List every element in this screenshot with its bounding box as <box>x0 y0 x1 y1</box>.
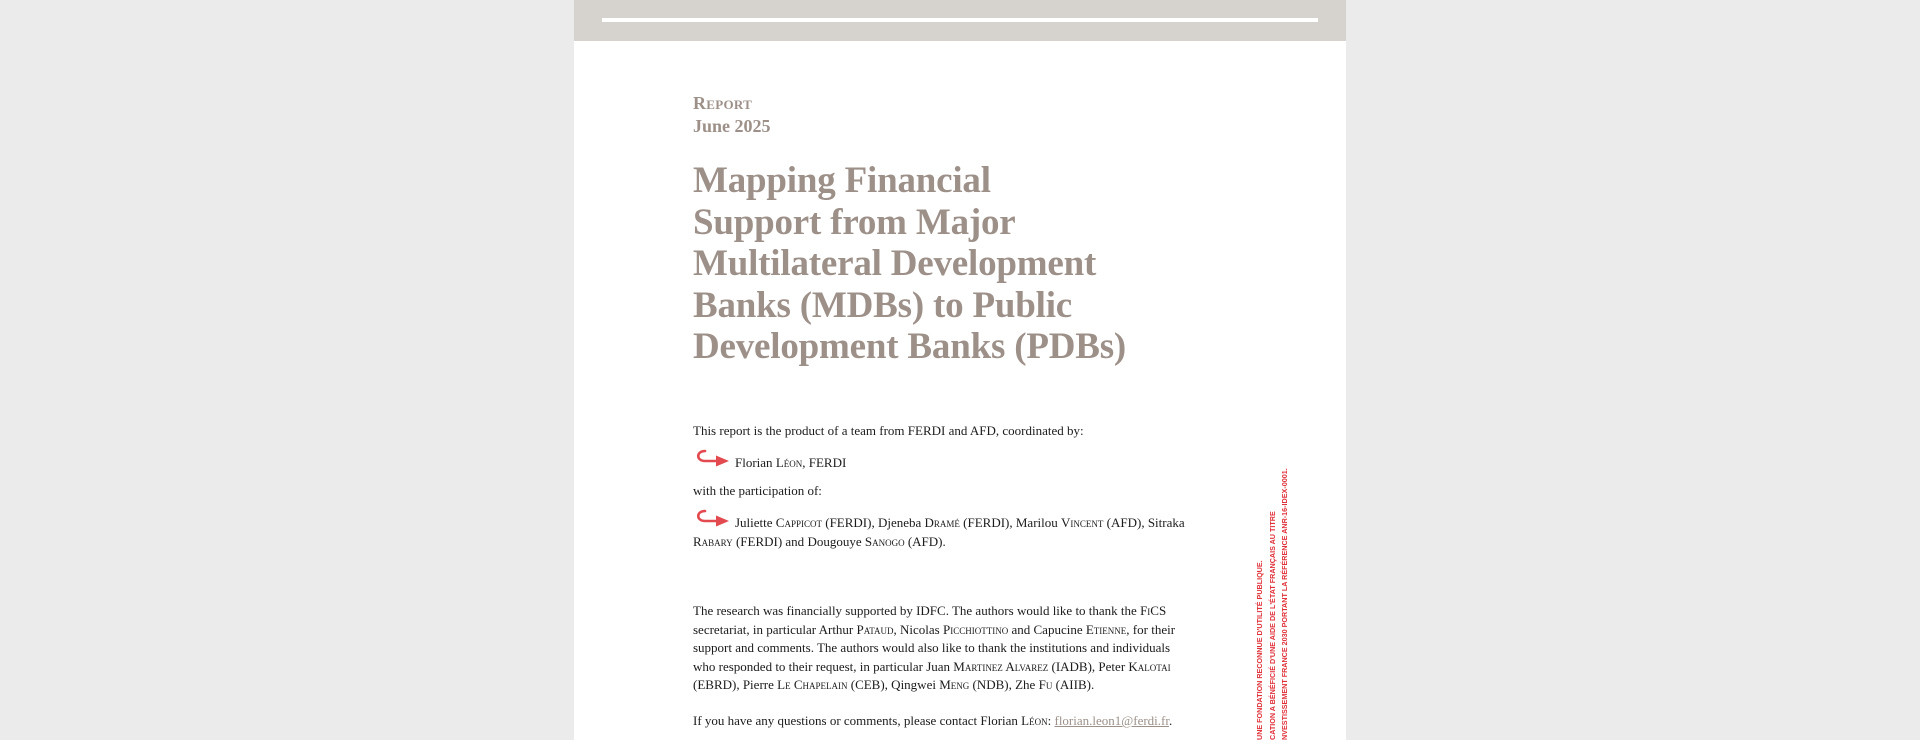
title-line: Mapping Financial <box>693 160 991 201</box>
participant-last-name: Sanogo <box>864 533 905 549</box>
page-header-band <box>574 0 1346 41</box>
ack-text: (IADB), Peter <box>1048 658 1129 674</box>
ack-name: Pataud <box>856 621 894 637</box>
participant-org: (FERDI) and <box>732 533 808 549</box>
ack-name: Kalotai <box>1128 658 1171 674</box>
ack-text: The research was financially supported by IDFC. The authors would like to thank the <box>693 603 1141 618</box>
ack-text: (CEB), Qingwei <box>847 677 940 692</box>
ack-text: (EBRD), Pierre <box>693 677 778 692</box>
team-intro: This report is the product of a team from FERDI and AFD, coordinated by: <box>693 423 1084 438</box>
participant-first-name: Marilou <box>1015 515 1062 530</box>
ack-text: , for their support and comments. The authors would also like to thank the institutions and individuals who responded to their request, in particular Juan <box>693 621 1176 674</box>
ack-text: (NDB), Zhe <box>969 677 1039 692</box>
contact-email-link[interactable]: florian.leon1@ferdi.fr <box>1054 713 1169 728</box>
title-line: Multilateral Development <box>693 243 1097 284</box>
funding-notice-line: NVESTISSEMENT FRANCE 2030 PORTANT LA RÉFÉRENCE ANR-16-IDEX-0001. <box>1280 468 1289 740</box>
red-curved-arrow-icon <box>693 508 731 532</box>
title-line: Banks (MDBs) to Public <box>693 284 1073 326</box>
participant-last-name: Vincent <box>1061 515 1104 530</box>
report-title <box>693 160 1213 368</box>
participant-last-name: Cappicot <box>775 515 822 530</box>
title-line: Support from Major <box>693 201 1016 243</box>
contact-colon: : <box>1047 713 1055 728</box>
participant-last-name: Rabary <box>693 533 733 549</box>
participant-first-name: Sitraka <box>1147 515 1185 530</box>
ack-name: Le Chapelain <box>777 677 848 692</box>
document-page <box>574 0 1346 740</box>
participant-last-name: Dramé <box>924 515 960 530</box>
ack-name: Martinez Alvarez <box>953 658 1049 674</box>
ack-name: Fu <box>1038 677 1053 692</box>
participant-first-name: Juliette <box>735 515 776 530</box>
coordinator-line <box>693 448 1191 473</box>
ack-name: Etienne <box>1085 621 1127 637</box>
ack-text: , Nicolas <box>893 621 943 637</box>
participant-first-name: Djeneba <box>877 515 925 530</box>
participation-label: with the participation of: <box>693 483 822 498</box>
report-date: June 2025 <box>693 116 771 136</box>
contact-text: If you have any questions or comments, please contact Florian <box>693 713 1022 728</box>
coordinator-last-name: Léon <box>775 455 803 470</box>
funding-notice-vertical <box>1254 468 1292 740</box>
ack-text: (AIIB). <box>1052 677 1095 692</box>
participant-org: (AFD). <box>904 533 946 549</box>
coordinator-first-name: Florian <box>735 455 776 470</box>
report-type-label: Report <box>693 93 753 113</box>
ack-text: and Capucine <box>1008 621 1086 637</box>
acknowledgements-paragraph <box>693 602 1191 695</box>
title-line: Development Banks (PDBs) <box>693 326 1127 367</box>
participant-first-name: Dougouye <box>807 533 865 549</box>
ack-name: Picchiottino <box>943 621 1009 637</box>
ack-fics: FiCS <box>1140 603 1167 618</box>
participant-org: (FERDI), <box>821 515 878 530</box>
participants-list <box>693 508 1191 551</box>
participant-org: (AFD), <box>1103 515 1148 530</box>
funding-notice-line: UNE FONDATION RECONNUE D'UTILITÉ PUBLIQUE. <box>1255 560 1264 740</box>
contact-name: Léon <box>1021 713 1048 728</box>
funding-notice-line: CATION A BÉNÉFICIÉ D'UNE AIDE DE L'ÉTAT FRANÇAIS AU TITRE <box>1267 511 1277 740</box>
contact-end: . <box>1168 713 1173 728</box>
ack-text: secretariat, in particular Arthur <box>693 621 857 637</box>
participant-org: (FERDI), <box>959 515 1016 530</box>
contact-line <box>693 712 1191 731</box>
header-rule <box>602 18 1318 22</box>
ack-name: Meng <box>939 677 970 692</box>
red-curved-arrow-icon <box>693 448 731 472</box>
coordinator-org: , FERDI <box>802 455 847 470</box>
